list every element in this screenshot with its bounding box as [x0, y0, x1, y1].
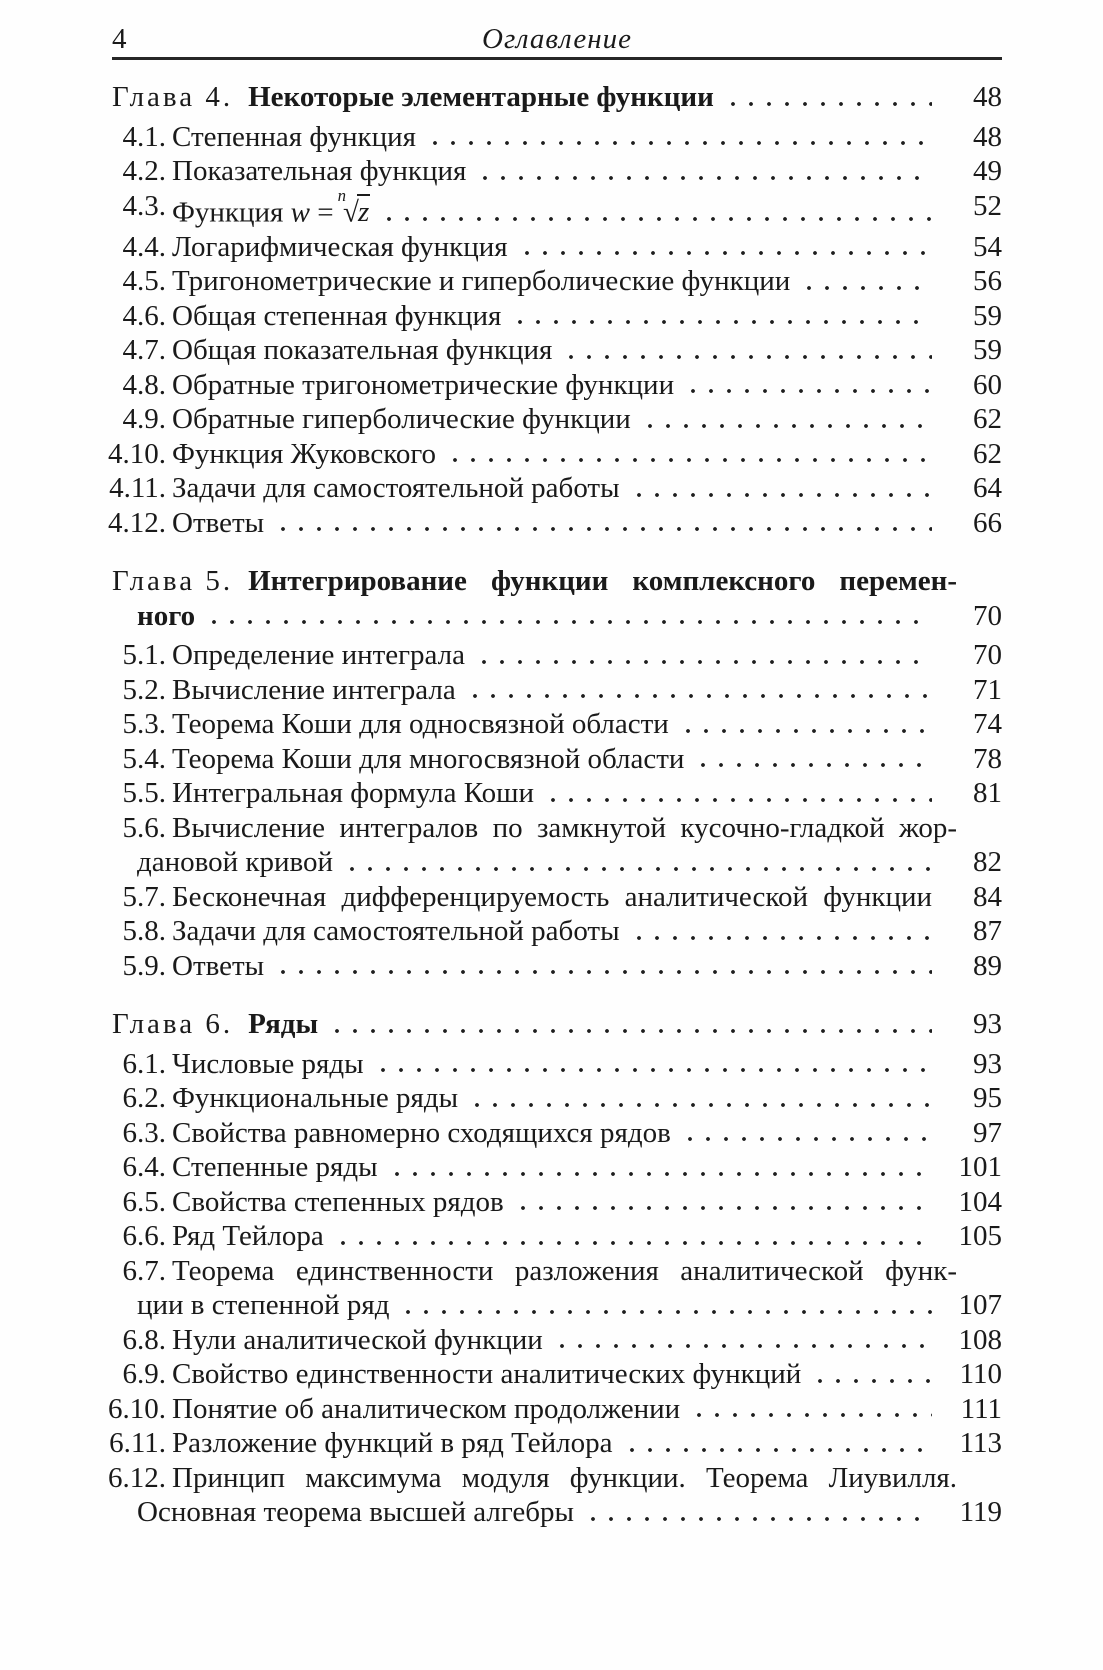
entry-number: 6.9. [122, 1358, 166, 1391]
toc-entry [112, 811, 1002, 846]
entry-number: 4.11. [109, 472, 166, 505]
entry-title: Степенные ряды [172, 1151, 378, 1184]
entry-title: Общая показательная функция [172, 334, 553, 367]
entry-title: Ответы [172, 949, 265, 982]
entry-page-number: 54 [973, 230, 1002, 263]
dot-leader [628, 471, 932, 506]
entry-page-number: 111 [960, 1392, 1002, 1425]
toc-entry-continuation [112, 1495, 1002, 1530]
entry-number: 6.6. [122, 1220, 166, 1253]
entry-title: Ответы [172, 506, 265, 539]
entry-number: 6.2. [122, 1082, 166, 1115]
dot-leader [809, 1357, 932, 1392]
dot-leader [326, 1007, 932, 1042]
entry-title: Бесконечная дифференцируемость аналитической функции [172, 880, 932, 913]
toc-entry-continuation [112, 1288, 1002, 1323]
root-index: n [337, 186, 347, 206]
entry-page-number: 48 [973, 120, 1002, 153]
entry-number: 5.3. [122, 708, 166, 741]
entry-page-number: 87 [973, 915, 1002, 948]
entry-page-number: 84 [973, 880, 1002, 913]
entry-page-number: 70 [973, 599, 1002, 632]
entry-title-continuation: ции в степенной ряд [137, 1289, 390, 1322]
entry-number: 4.12. [108, 506, 166, 539]
entry-number: 5.9. [122, 949, 166, 982]
entry-title: Общая степенная функция [172, 299, 502, 332]
entry-number: 4.5. [122, 265, 166, 298]
entry-title-continuation: Основная теорема высшей алгебры [137, 1496, 574, 1529]
toc-entry [112, 1357, 1002, 1392]
toc-entry [108, 506, 1002, 541]
entry-number: 5.7. [122, 880, 166, 913]
entry-page-number: 89 [973, 949, 1002, 982]
entry-number: 4.8. [122, 368, 166, 401]
entry-title: Функциональные ряды [172, 1082, 459, 1115]
toc-entry [112, 264, 1002, 299]
entry-number: 4.3. [122, 189, 166, 222]
chapter-heading [112, 80, 1002, 115]
dot-leader [679, 1116, 932, 1151]
entry-number: 5.1. [122, 639, 166, 672]
entry-number: 4.6. [122, 299, 166, 332]
entry-title: Степенная функция [172, 120, 416, 153]
toc-entry [112, 402, 1002, 437]
entry-title: Теорема Коши для многосвязной области [172, 742, 685, 775]
entry-title: Интегральная формула Коши [172, 777, 534, 810]
toc-entry [112, 186, 1002, 230]
entry-page-number: 59 [973, 299, 1002, 332]
toc-entry [112, 154, 1002, 189]
dot-leader [272, 506, 932, 541]
entry-page-number: 97 [973, 1116, 1002, 1149]
entry-page-number: 105 [958, 1220, 1002, 1253]
entry-title: Функция Жуковского [172, 437, 437, 470]
entry-title: Теорема единственности разложения аналитической функ- [172, 1254, 957, 1287]
entry-number: 6.7. [122, 1254, 166, 1287]
chapter-heading [112, 564, 1002, 633]
entry-title: Показательная функция [172, 155, 467, 187]
entry-page-number: 56 [973, 265, 1002, 298]
entry-page-number: 81 [973, 777, 1002, 810]
entry-page-number: 93 [973, 1047, 1002, 1080]
toc-chapter-5 [112, 564, 1002, 983]
running-title: Оглавление [482, 23, 632, 55]
dot-leader [372, 1047, 932, 1082]
toc-chapter-4 [108, 80, 1002, 540]
entry-title: Обратные тригонометрические функции [172, 368, 675, 401]
dot-leader [621, 1426, 932, 1461]
entry-title: Числовые ряды [172, 1047, 364, 1080]
entry-title: Тригонометрические и гиперболические функции [172, 265, 791, 298]
toc-chapter-entry [112, 80, 1002, 115]
toc-entry [112, 333, 1002, 368]
toc-entry [108, 1461, 1002, 1496]
header-rule [112, 57, 1002, 60]
dot-leader [551, 1323, 932, 1358]
entry-number: 5.6. [122, 811, 166, 844]
toc-entry [109, 471, 1002, 506]
entry-page-number: 95 [973, 1082, 1002, 1115]
dot-leader [509, 299, 932, 334]
dot-leader [444, 437, 932, 472]
toc-entry [108, 1392, 1002, 1427]
toc-entry [112, 673, 1002, 708]
chapter-label: Глава 4. [112, 81, 234, 113]
entry-number: 6.11. [109, 1427, 166, 1460]
entry-page-number: 60 [973, 368, 1002, 401]
dot-leader [424, 120, 932, 155]
entry-page-number: 74 [973, 708, 1002, 741]
toc-entry [112, 880, 1002, 915]
toc-entry [112, 230, 1002, 265]
entry-page-number: 104 [958, 1185, 1002, 1218]
toc-entry [112, 1254, 1002, 1289]
dot-leader [386, 1150, 932, 1185]
entry-number: 6.10. [108, 1392, 166, 1425]
toc-entry [112, 1150, 1002, 1185]
entry-title: Теорема Коши для односвязной области [172, 708, 669, 741]
dot-leader [677, 707, 932, 742]
entry-number: 4.4. [122, 230, 166, 263]
dot-leader [582, 1495, 932, 1530]
table-of-contents [108, 80, 1002, 1530]
entry-number: 4.2. [122, 155, 166, 187]
radicand: z [357, 196, 370, 229]
entry-title: Определение интеграла [172, 639, 466, 672]
dot-leader [397, 1288, 932, 1323]
entry-number: 6.4. [122, 1151, 166, 1184]
toc-entry [112, 1047, 1002, 1082]
toc-entry [112, 1116, 1002, 1151]
entry-number: 6.5. [122, 1185, 166, 1218]
entry-title: Разложение функций в ряд Тейлора [172, 1427, 613, 1460]
toc-entry [112, 776, 1002, 811]
entry-title: Понятие об аналитическом продолжении [172, 1392, 681, 1425]
dot-leader [639, 402, 932, 437]
entry-title: Свойства равномерно сходящихся рядов [172, 1116, 671, 1149]
dot-leader [722, 80, 932, 115]
dot-leader [542, 776, 932, 811]
entry-page-number: 119 [959, 1496, 1002, 1529]
entry-page-number: 49 [973, 155, 1002, 187]
toc-entry [112, 368, 1002, 403]
entry-number: 4.10. [108, 437, 166, 470]
entry-title: Задачи для самостоятельной работы [172, 472, 620, 505]
entry-title: Задачи для самостоятельной работы [172, 915, 620, 948]
toc-entry [112, 1219, 1002, 1254]
entry-page-number: 52 [973, 189, 1002, 222]
entry-title: Нули аналитической функции [172, 1323, 543, 1356]
entry-number: 6.1. [122, 1047, 166, 1080]
dot-leader [203, 599, 932, 634]
entry-page-number: 66 [973, 506, 1002, 539]
entry-title: Вычисление интеграла [172, 673, 456, 706]
toc-entry [112, 949, 1002, 984]
dot-leader [628, 914, 932, 949]
entry-number: 5.2. [122, 673, 166, 706]
radical-sign: √ [343, 196, 357, 229]
entry-title: Вычисление интегралов по замкнутой кусочно-гладкой жор- [172, 811, 957, 844]
entry-title [172, 186, 370, 230]
dot-leader [560, 333, 932, 368]
equals-sign: = [317, 196, 334, 229]
entry-title: Логарифмическая функция [172, 230, 508, 263]
toc-entry [112, 914, 1002, 949]
chapter-title: Некоторые элементарные функции [248, 81, 714, 113]
entry-title: Обратные гиперболические функции [172, 403, 631, 436]
entry-number: 4.7. [122, 334, 166, 367]
dot-leader [516, 230, 932, 265]
toc-entry [112, 707, 1002, 742]
dot-leader [272, 949, 932, 984]
dot-leader [464, 673, 932, 708]
dot-leader [474, 154, 932, 189]
entry-number: 6.3. [122, 1116, 166, 1149]
dot-leader [512, 1185, 932, 1220]
entry-number: 5.4. [122, 742, 166, 775]
entry-page-number: 82 [973, 846, 1002, 879]
entry-title: Свойство единственности аналитических функций [172, 1358, 802, 1391]
dot-leader [798, 264, 932, 299]
entry-number: 4.9. [122, 403, 166, 436]
entry-number: 5.5. [122, 777, 166, 810]
entry-title: Свойства степенных рядов [172, 1185, 504, 1218]
dot-leader [332, 1219, 932, 1254]
toc-chapter-entry [112, 1007, 1002, 1042]
entry-number: 6.12. [108, 1461, 166, 1494]
chapter-title-continuation: ного [137, 599, 196, 632]
entry-page-number: 48 [973, 81, 1002, 113]
dot-leader [692, 742, 932, 777]
entry-title: Принцип максимума модуля функции. Теорема Лиувилля. [172, 1461, 957, 1494]
math-variable: w [290, 196, 310, 229]
entry-page-number: 70 [973, 639, 1002, 672]
toc-entry [112, 1081, 1002, 1116]
title-text: Функция [172, 196, 284, 229]
toc-entry [112, 638, 1002, 673]
entry-page-number: 108 [958, 1323, 1002, 1356]
dot-leader [466, 1081, 932, 1116]
entry-page-number: 93 [973, 1008, 1002, 1041]
toc-entry [112, 742, 1002, 777]
folio-page-number: 4 [112, 23, 127, 55]
entry-page-number: 78 [973, 742, 1002, 775]
toc-entry [112, 1185, 1002, 1220]
entry-page-number: 110 [959, 1358, 1002, 1391]
dot-leader [688, 1392, 932, 1427]
toc-entry [112, 1323, 1002, 1358]
entry-number: 4.1. [122, 120, 166, 153]
toc-entry [108, 437, 1002, 472]
entry-page-number: 59 [973, 334, 1002, 367]
toc-entry [112, 120, 1002, 155]
chapter-title: Ряды [248, 1008, 319, 1041]
page-header [112, 22, 1002, 56]
dot-leader [378, 189, 932, 230]
entry-number: 5.8. [122, 915, 166, 948]
chapter-heading [112, 1007, 1002, 1042]
chapter-label: Глава 6. [112, 1008, 234, 1041]
entry-page-number: 107 [958, 1289, 1002, 1322]
entry-page-number: 101 [958, 1151, 1002, 1184]
entry-page-number: 62 [973, 437, 1002, 470]
entry-page-number: 113 [959, 1427, 1002, 1460]
toc-chapter-entry [112, 564, 1002, 599]
toc-entry-continuation [112, 845, 1002, 880]
chapter-title: Интегрирование функции комплексного перемен- [248, 565, 957, 598]
entry-title: Ряд Тейлора [172, 1220, 324, 1253]
entry-page-number: 71 [973, 673, 1002, 706]
entry-number: 6.8. [122, 1323, 166, 1356]
toc-chapter-entry-continuation [112, 599, 1002, 634]
dot-leader [473, 638, 932, 673]
entry-page-number: 62 [973, 403, 1002, 436]
toc-chapter-6 [108, 1007, 1002, 1530]
entry-page-number: 64 [973, 472, 1002, 505]
dot-leader [341, 845, 932, 880]
dot-leader [682, 368, 932, 403]
toc-entry [112, 299, 1002, 334]
entry-title-continuation: дановой кривой [137, 846, 334, 879]
chapter-label: Глава 5. [112, 565, 234, 598]
toc-entry [109, 1426, 1002, 1461]
